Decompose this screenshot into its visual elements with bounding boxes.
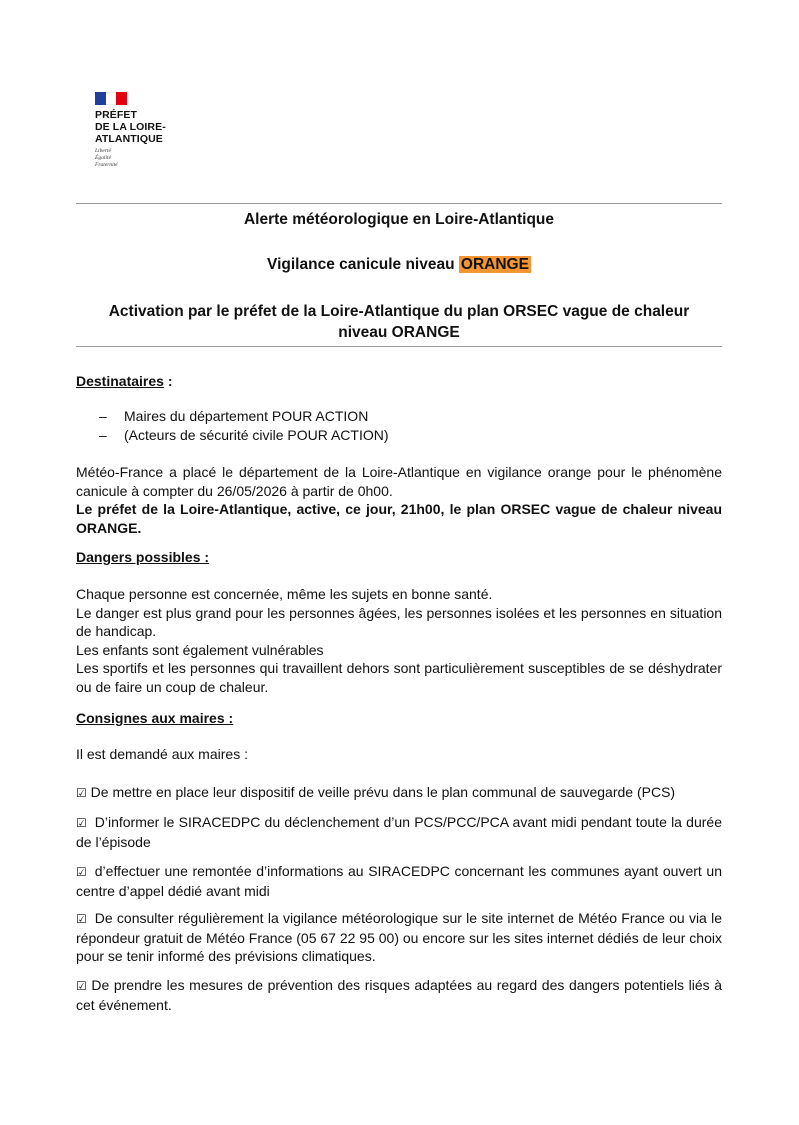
dangers-heading: Dangers possibles : [76,549,210,565]
checkbox-icon: ☑ [76,912,87,926]
instruction-item: ☑ De mettre en place leur dispositif de veille prévu dans le plan communal de sauvegarde (PCS) [76,784,676,800]
instruction-item: ☑ D’informer le SIRACEDPC du déclenchement d’un PCS/PCC/PCA avant midi pendant toute la durée de l’épisode [76,814,722,850]
french-flag-icon [95,92,127,105]
alert-title: Alerte météorologique en Loire-Atlantique [243,211,555,228]
header-divider [76,346,722,347]
vigilance-level-highlight: ORANGE [460,256,529,273]
activation-heading: Activation par le préfet de la Loire-Atlantique du plan ORSEC vague de chaleur niveau ORANGE [108,303,690,341]
top-divider [76,203,722,204]
instruction-item: ☑ d’effectuer une remontée d’informations au SIRACEDPC concernant les communes ayant ouvert un centre d’appel dédié avant midi [76,863,722,899]
checkbox-icon: ☑ [76,786,87,800]
logo-title: PRÉFET DE LA LOIRE- ATLANTIQUE [95,109,166,145]
intro-paragraph: Météo-France a placé le département de la Loire-Atlantique en vigilance orange pour le phénomène canicule à compter du 26/05/2026 à partir de 0h00. [76,464,722,499]
instruction-item: ☑ De prendre les mesures de prévention des risques adaptées au regard des dangers potentiels liés à cet événement. [76,977,723,1013]
recipients-heading: Destinataires : [76,373,173,389]
instruction-item: ☑ De consulter régulièrement la vigilance météorologique sur le site internet de Météo France ou via le répondeur gratuit de Météo France (05 67 22 95 00) ou encore sur les sites internet dédiés de leur choix pour se tenir informé des prévisions climatiques. [76,910,722,964]
instructions-heading: Consignes aux maires : [76,710,234,726]
dangers-body: Chaque personne est concernée, même les sujets en bonne santé. Le danger est plus grand pour les personnes âgées, les personnes isolées et les personnes en situation de handicap. Les enfants sont également vulnérables Les sportifs et les personnes qui travaillent dehors sont particulièrement susceptibles de se déshydrater ou de faire un coup de chaleur. [76,586,722,695]
instructions-intro: Il est demandé aux maires : [76,746,248,762]
recipient-item: – (Acteurs de sécurité civile POUR ACTION) [99,427,389,443]
prefecture-logo [95,92,215,169]
checkbox-icon: ☑ [76,816,87,830]
checkbox-icon: ☑ [76,979,87,993]
intro-bold-paragraph: Le préfet de la Loire-Atlantique, active, ce jour, 21h00, le plan ORSEC vague de chaleur niveau ORANGE. [76,501,722,536]
recipient-item: – Maires du département POUR ACTION [99,408,369,424]
vigilance-heading: Vigilance canicule niveau ORANGE [267,256,529,273]
checkbox-icon: ☑ [76,865,87,879]
logo-motto: Liberté Égalité Fraternité [95,148,118,168]
